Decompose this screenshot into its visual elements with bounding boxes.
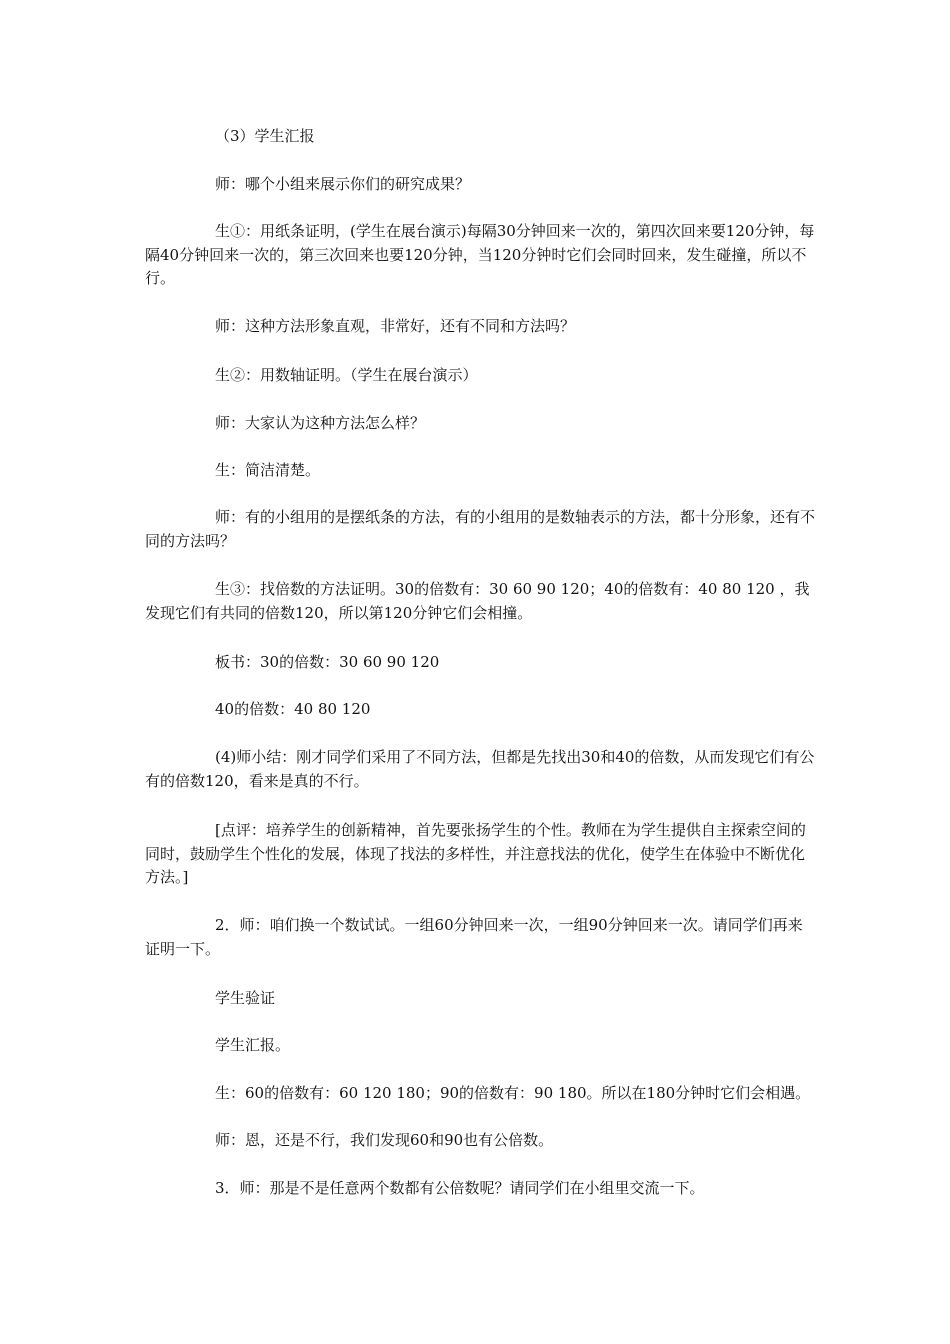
paragraph-teacher-new-numbers: 2．师：咱们换一个数试试。一组60分钟回来一次，一组90分钟回来一次。请同学们再来证明一下。 [145,916,803,958]
paragraph-blackboard-40: 40的倍数：40 80 120 [215,700,371,718]
paragraph-student-3: 生③：找倍数的方法证明。30的倍数有：30 60 90 120；40的倍数有：40 80 120 ，我发现它们有共同的倍数120，所以第120分钟它们会相撞。 [145,580,810,622]
paragraph-student-1: 生①：用纸条证明，(学生在展台演示)每隔30分钟回来一次的，第四次回来要120分钟，每隔40分钟回来一次的，第三次回来也要120分钟，当120分钟时它们会同时回来，发生碰撞，所以不行。 [145,222,815,287]
paragraph-blackboard-30: 板书：30的倍数：30 60 90 120 [215,653,440,671]
paragraph-student-report-2: 学生汇报。 [215,1036,291,1054]
paragraph-teacher-methods: 师：有的小组用的是摆纸条的方法，有的小组用的是数轴表示的方法，都十分形象，还有不同的方法吗？ [145,508,816,550]
paragraph-student-60-90: 生：60的倍数有：60 120 180；90的倍数有：90 180。所以在180分钟时它们会相遇。 [215,1084,811,1102]
paragraph-teacher-comment: 师：这种方法形象直观，非常好，还有不同和方法吗？ [215,317,576,335]
paragraph-student-2: 生②：用数轴证明。（学生在展台演示） [215,366,478,384]
paragraph-teacher-question-3: 3．师：那是不是任意两个数都有公倍数呢？请同学们在小组里交流一下。 [215,1179,705,1197]
paragraph-teacher-question: 师：哪个小组来展示你们的研究成果？ [215,175,471,193]
paragraph-teacher-summary: (4)师小结：刚才同学们采用了不同方法，但都是先找出30和40的倍数，从而发现它们有公有的倍数120，看来是真的不行。 [145,748,815,790]
paragraph-student-verify: 学生验证 [215,989,276,1007]
heading-student-report: （3）学生汇报 [215,127,315,145]
paragraph-teacher-ask: 师：大家认为这种方法怎么样？ [215,414,426,432]
paragraph-student-answer: 生：简洁清楚。 [215,461,321,479]
paragraph-teacher-common-multiple: 师：恩，还是不行，我们发现60和90也有公倍数。 [215,1131,554,1149]
paragraph-review-note: [点评：培养学生的创新精神，首先要张扬学生的个性。教师在为学生提供自主探索空间的同时，鼓励学生个性化的发展，体现了找法的多样性，并注意找法的优化，使学生在体验中不断优化方法。] [145,821,806,886]
